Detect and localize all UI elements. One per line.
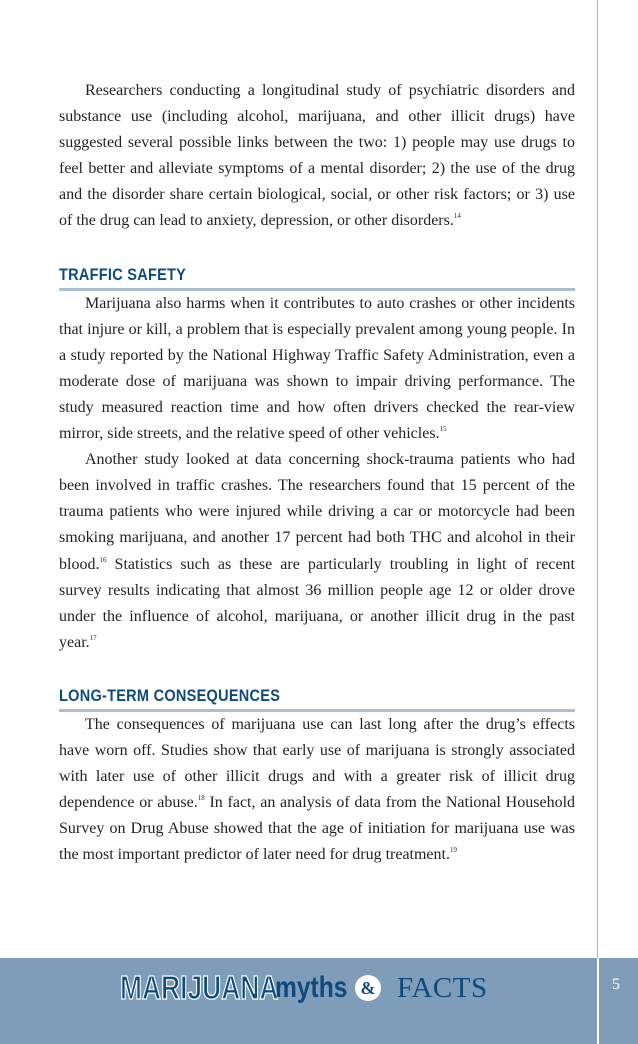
brand-word-marijuana: MARIJUANA <box>120 969 279 1006</box>
long-term-consequences-section <box>59 686 575 869</box>
page-content <box>59 78 575 868</box>
footnote-ref: 16 <box>99 555 107 564</box>
intro-text: Researchers conducting a longitudinal study of psychiatric disorders and substance use (including alcohol, marijuana, and other illicit drugs) have suggested several possible links between the two: 1) people may use drugs to feel better and alleviate symptoms of a mental disorder; 2) the use of the drug and the disorder share certain biological, social, or other risk factors; or 3) use of the drug can lead to anxiety, depression, or other disorders. <box>59 82 575 230</box>
footnote-ref: 18 <box>197 794 205 803</box>
footer-band <box>0 958 638 1044</box>
margin-rule <box>597 0 598 958</box>
traffic-paragraph-2 <box>59 447 575 656</box>
traffic-paragraph-1 <box>59 291 575 448</box>
paragraph-text: Statistics such as these are particularly troubling in light of recent survey results indicating that almost 36 million people age 12 or older drove under the influence of alcohol, marijuana, or another illicit drug in the past year. <box>59 555 575 651</box>
section-heading-long-term: LONG-TERM CONSEQUENCES <box>59 686 281 705</box>
paragraph-text: The consequences of marijuana use can last long after the drug’s effects have worn off. Studies show that early use of marijuana is strongly associated with later use of other illicit drugs and with a greater risk of illicit drug dependence or abuse. <box>59 715 575 812</box>
footnote-ref: 17 <box>89 633 97 642</box>
paragraph-text: Another study looked at data concerning shock-trauma patients who had been involved in traffic crashes. The researchers found that 15 percent of the trauma patients who were injured while driving a car or motorcycle had been smoking marijuana, and another 17 percent had both THC and alcohol in their blood. <box>59 451 575 573</box>
brand-word-facts: FACTS <box>397 971 488 1004</box>
traffic-safety-section <box>59 265 575 656</box>
long-term-paragraph-1 <box>59 712 575 869</box>
paragraph-text: In fact, an analysis of data from the National Household Survey on Drug Abuse showed that the age of initiation for marijuana use was the most important predictor of later need for drug treatment. <box>59 794 576 864</box>
page-number: 5 <box>612 976 620 993</box>
intro-paragraph <box>59 78 575 235</box>
brand-word-myths: myths <box>275 971 348 1004</box>
brand-logo <box>120 968 488 1008</box>
footer-divider <box>597 958 599 1044</box>
footnote-ref: 14 <box>453 212 461 221</box>
section-heading-traffic-safety: TRAFFIC SAFETY <box>59 265 187 284</box>
ampersand-badge: & <box>355 975 381 1001</box>
paragraph-text: Marijuana also harms when it contributes to auto crashes or other incidents that injure or kill, a problem that is especially prevalent among young people. In a study reported by the National Highway Traffic Safety Administration, even a moderate dose of marijuana was shown to impair driving performance. The study measured reaction time and how often drivers checked the rear-view mirror, side streets, and the relative speed of other vehicles. <box>59 294 575 443</box>
footnote-ref: 15 <box>439 425 447 434</box>
footnote-ref: 19 <box>449 846 457 855</box>
